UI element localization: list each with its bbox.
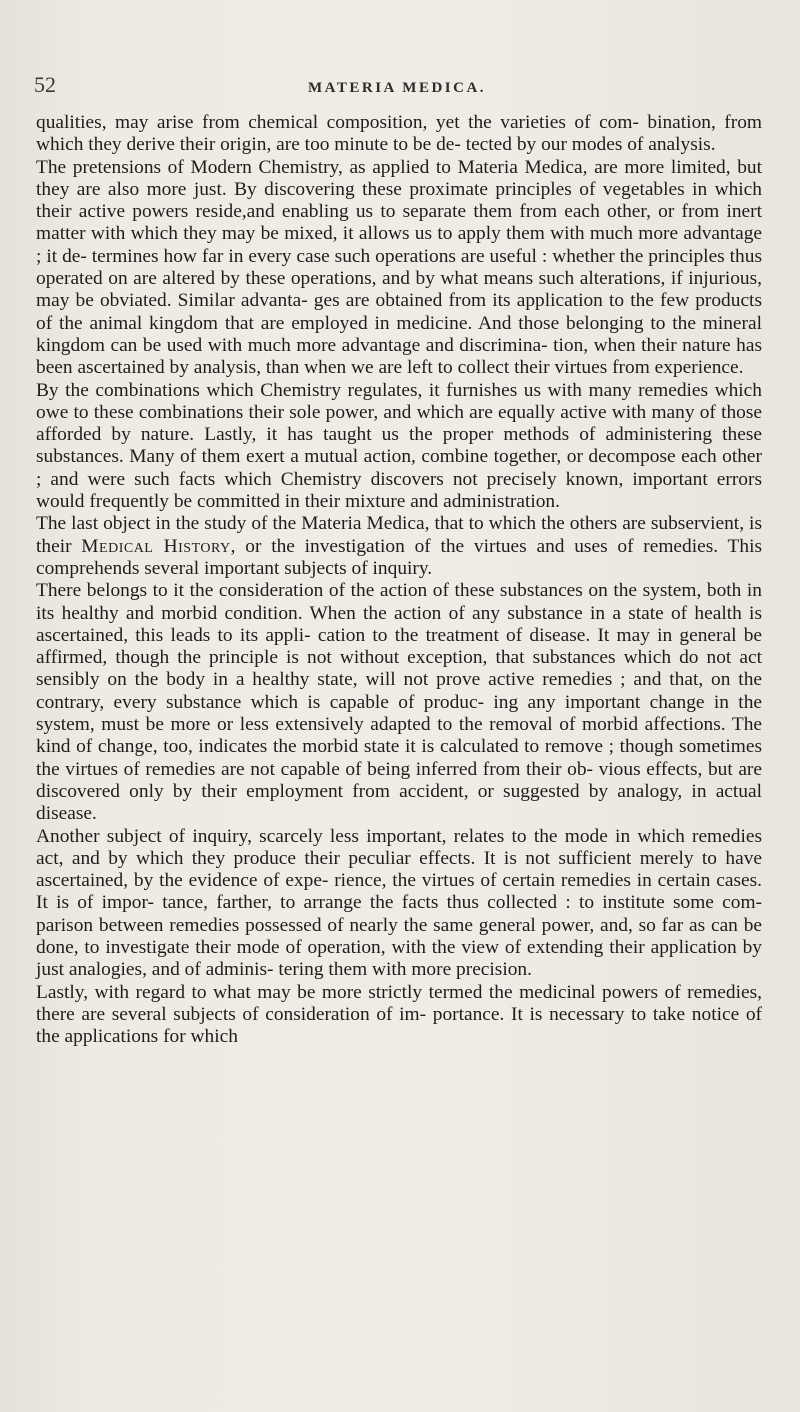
paragraph: Lastly, with regard to what may be more strictly termed the medicinal powers of remedies, there are several subjects of consideration of im- portance. It is necessary to take notice of the applications for which [36, 981, 762, 1048]
paragraph-text: , or the investigation of the virtues and uses of remedies. This comprehends several important subjects of inquiry. [36, 535, 762, 579]
running-head: MATERIA MEDICA. [307, 80, 487, 96]
paragraph: There belongs to it the consideration of the action of these substances on the system, both in its healthy and morbid condition. When the action of any substance in a state of health is ascertained, this leads to its appli- cation to the treatment of disease. It may in general be affirmed, though the principle is not without exception, that substances which do not act sensibly on the body in a healthy state, will not prove active remedies ; and that, on the contrary, every substance which is capable of produc- ing any important change in the system, must be more or less extensively adapted to the removal of morbid affections. The kind of change, too, indicates the morbid state it is calculated to remove ; though sometimes the virtues of remedies are not capable of being inferred from their ob- vious effects, but are discovered only by their employment from accident, or suggested by analogy, in actual disease. [36, 580, 762, 825]
page-number: 52 [34, 72, 56, 97]
paragraph: qualities, may arise from chemical composition, yet the varieties of com- bination, from which they derive their origin, are too minute to be de- tected by our modes of analysis. [36, 112, 762, 156]
paragraph: The pretensions of Modern Chemistry, as applied to Materia Medica, are more limited, but they are also more just. By discovering these proximate principles of vegetables in which their active powers reside,and enabling us to separate them from each other, or from inert matter with which they may be mixed, it allows us to apply them with much more advantage ; it de- termines how far in every case such operations are useful : whether the principles thus operated on are altered by these operations, and by what means such alterations, if injurious, may be obviated. Similar advanta- ges are obtained from its application to the few products of the animal kingdom that are employed in medicine. And those belonging to the mineral kingdom can be used with much more advantage and discrimina- tion, when their nature has been ascertained by analysis, than when we are left to collect their virtues from experience. [36, 156, 762, 379]
page-header [34, 72, 760, 102]
paragraph-text: The last object in the study of the Materia Medica, that to which the others are subservient, is their [36, 513, 762, 557]
paragraph-medical-history [36, 513, 762, 580]
paragraph: Another subject of inquiry, scarcely less important, relates to the mode in which remedies act, and by which they produce their peculiar effects. It is not sufficient merely to have ascertained, by the evidence of expe- rience, the virtues of certain remedies in certain cases. It is of impor- tance, farther, to arrange the facts thus collected : to institute some com- parison between remedies possessed of nearly the same general power, and, so far as can be done, to investigate their mode of operation, with the view of extending their application by just analogies, and of adminis- tering them with more precision. [36, 825, 762, 981]
body-text [36, 112, 762, 1048]
medical-history-term: Medical History [81, 535, 231, 557]
paragraph: By the combinations which Chemistry regulates, it furnishes us with many remedies which owe to these combinations their sole power, and which are equally active with many of those afforded by nature. Lastly, it has taught us the proper methods of administering these substances. Many of them exert a mutual action, combine together, or decompose each other ; and were such facts which Chemistry discovers not precisely known, important errors would frequently be committed in their mixture and administration. [36, 379, 762, 513]
